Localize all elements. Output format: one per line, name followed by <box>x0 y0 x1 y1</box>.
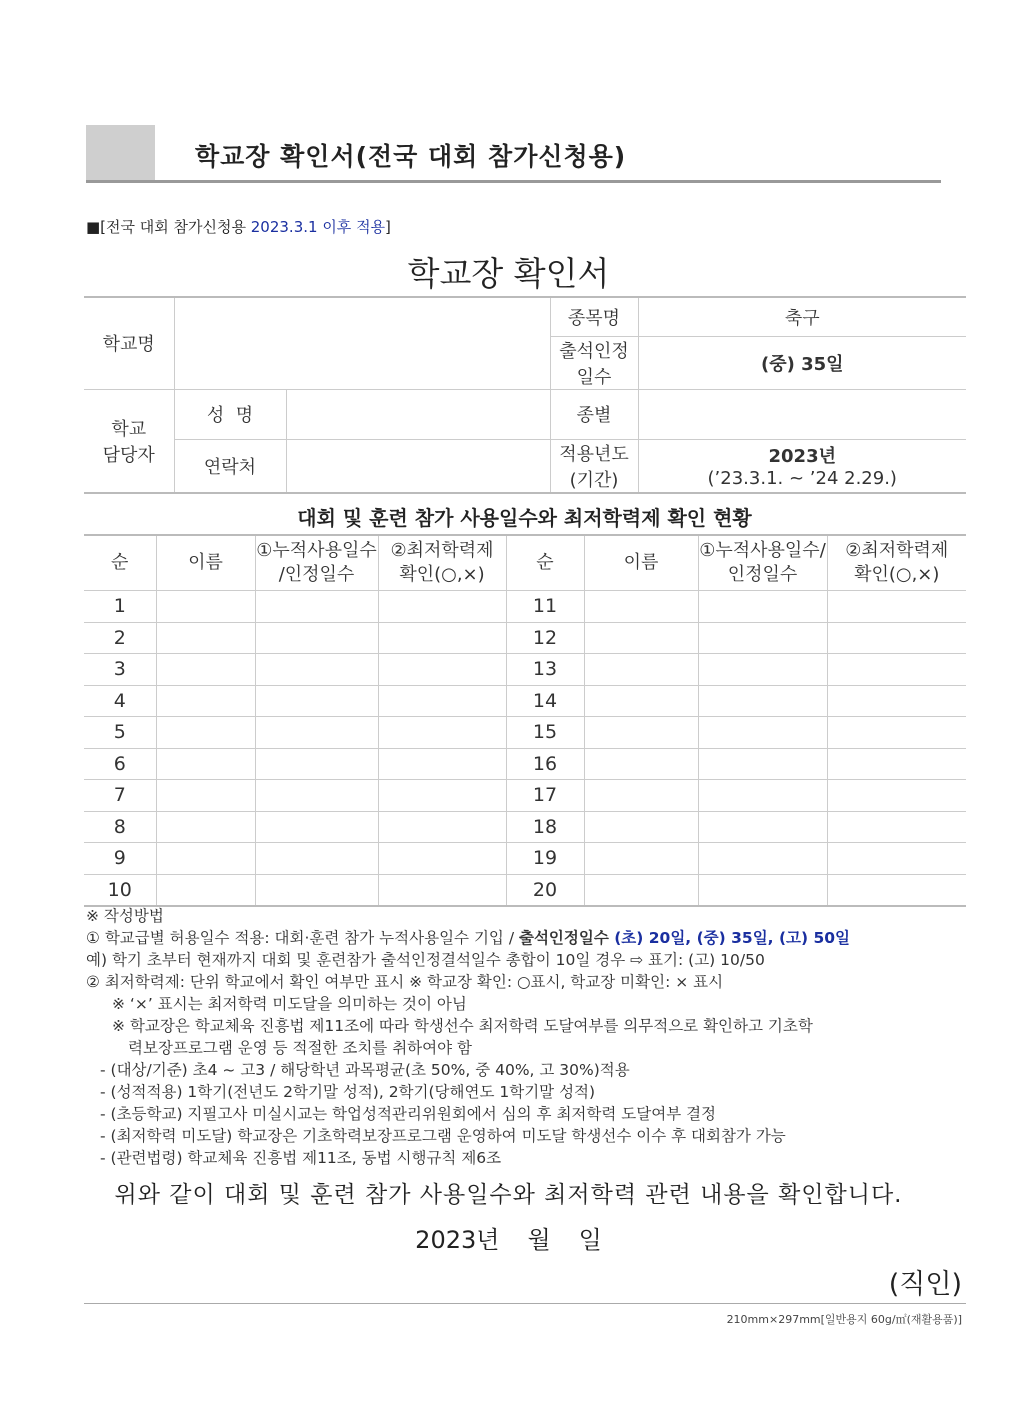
row-name-cell[interactable] <box>584 780 698 812</box>
instruction-2-law: ※ 학교장은 학교체육 진흥법 제11조에 따라 학생선수 최저학력 도달여부를 의무적으로 확인하고 기초학 <box>112 1017 813 1035</box>
col-header-days-right-line1: ①누적사용일수/ <box>699 539 826 561</box>
instruction-2-note: ※ ‘×’ 표시는 최저학력 미도달을 의미하는 것이 아님 <box>112 995 467 1013</box>
row-days-cell[interactable] <box>255 748 378 780</box>
date-year: 2023년 <box>415 1226 500 1254</box>
event-value: 축구 <box>638 297 966 336</box>
apply-note-date: 2023.3.1 이후 적용 <box>250 218 386 236</box>
apply-note-prefix: ■[전국 대회 참가신청용 <box>86 218 251 236</box>
col-header-check-right <box>827 535 966 591</box>
row-number: 5 <box>84 717 156 749</box>
row-name-cell[interactable] <box>156 843 255 875</box>
attendance-label-line2: 일수 <box>576 366 612 388</box>
manager-contact-field[interactable] <box>286 439 550 493</box>
row-number: 2 <box>84 622 156 654</box>
row-number: 7 <box>84 780 156 812</box>
row-number: 18 <box>506 811 584 843</box>
instruction-law: - (관련법령) 학교체육 진흥법 제11조, 동법 시행규칙 제6조 <box>100 1149 502 1167</box>
row-name-cell[interactable] <box>156 622 255 654</box>
row-number: 14 <box>506 685 584 717</box>
table-row <box>84 591 966 623</box>
apply-note-suffix: ] <box>385 218 391 236</box>
row-check-cell[interactable] <box>378 811 506 843</box>
row-name-cell[interactable] <box>584 748 698 780</box>
col-header-check <box>378 535 506 591</box>
row-number: 10 <box>84 874 156 906</box>
col-header-check-line2: 확인(○,×) <box>399 564 485 585</box>
row-days-cell[interactable] <box>698 874 827 906</box>
year-label-line2: (기간) <box>569 469 619 491</box>
row-days-cell[interactable] <box>698 591 827 623</box>
col-header-days-right <box>698 535 827 591</box>
row-check-cell[interactable] <box>827 622 966 654</box>
row-check-cell[interactable] <box>378 748 506 780</box>
col-header-days-line1: ①누적사용일수 <box>256 539 377 561</box>
row-days-cell[interactable] <box>698 843 827 875</box>
instruction-2: ② 최저학력제: 단위 학교에서 확인 여부만 표시 ※ 학교장 확인: ○표시, 학교장 미확인: × 표시 <box>86 973 724 991</box>
row-check-cell[interactable] <box>827 780 966 812</box>
row-name-cell[interactable] <box>584 654 698 686</box>
row-name-cell[interactable] <box>156 591 255 623</box>
row-number: 20 <box>506 874 584 906</box>
row-check-cell[interactable] <box>378 685 506 717</box>
instruction-1-label: 출석인정일수 <box>518 929 615 947</box>
instruction-not-reached: - (최저학력 미도달) 학교장은 기초학력보장프로그램 운영하여 미도달 학생선수 이수 후 대회참가 가능 <box>100 1127 786 1145</box>
row-number: 9 <box>84 843 156 875</box>
row-name-cell[interactable] <box>156 748 255 780</box>
instruction-target: - (대상/기준) 초4 ~ 고3 / 해당학년 과목평균(초 50%, 중 40%, 고 30%)적용 <box>100 1061 630 1079</box>
instruction-elementary: - (초등학교) 지필고사 미실시교는 학업성적관리위원회에서 심의 후 최저학력 도달여부 결정 <box>100 1105 717 1123</box>
row-check-cell[interactable] <box>827 591 966 623</box>
table-row <box>84 685 966 717</box>
row-days-cell[interactable] <box>255 843 378 875</box>
row-number: 12 <box>506 622 584 654</box>
row-check-cell[interactable] <box>827 654 966 686</box>
attendance-value: (중) 35일 <box>638 336 966 389</box>
row-number: 8 <box>84 811 156 843</box>
manager-label <box>84 389 174 493</box>
row-check-cell[interactable] <box>827 843 966 875</box>
instruction-1 <box>86 927 976 949</box>
year-value-year: 2023년 <box>768 446 836 468</box>
table-row <box>84 843 966 875</box>
row-check-cell[interactable] <box>378 622 506 654</box>
table-row <box>84 874 966 906</box>
attendance-label-line1: 출석인정 <box>559 340 629 362</box>
row-days-cell[interactable] <box>698 622 827 654</box>
row-number: 16 <box>506 748 584 780</box>
apply-note <box>86 216 391 237</box>
table-row <box>84 811 966 843</box>
col-header-name-right: 이름 <box>584 535 698 591</box>
row-number: 4 <box>84 685 156 717</box>
row-number: 19 <box>506 843 584 875</box>
row-name-cell[interactable] <box>156 717 255 749</box>
confirmation-text: 위와 같이 대회 및 훈련 참가 사용일수와 최저학력 관련 내용을 확인합니다. <box>114 1182 903 1208</box>
manager-name-label: 성 명 <box>174 389 286 439</box>
section-title: 대회 및 훈련 참가 사용일수와 최저학력제 확인 현황 <box>297 506 752 530</box>
row-name-cell[interactable] <box>156 874 255 906</box>
row-number: 13 <box>506 654 584 686</box>
header-title: 학교장 확인서(전국 대회 참가신청용) <box>195 142 627 171</box>
row-check-cell[interactable] <box>378 654 506 686</box>
instruction-grades: - (성적적용) 1학기(전년도 2학기말 성적), 2학기(당해연도 1학기말 성적) <box>100 1083 596 1101</box>
instruction-1-text: ① 학교급별 허용일수 적용: 대회·훈련 참가 누적사용일수 기입 / <box>86 929 519 947</box>
row-check-cell[interactable] <box>378 874 506 906</box>
table-row <box>84 780 966 812</box>
row-days-cell[interactable] <box>255 717 378 749</box>
table-row <box>84 622 966 654</box>
event-label: 종목명 <box>550 297 638 336</box>
year-value-period: (’23.3.1. ~ ’24 2.29.) <box>707 468 897 490</box>
year-label <box>550 439 638 493</box>
instruction-2-law-cont: 력보장프로그램 운영 등 적절한 조치를 취하여야 함 <box>128 1039 472 1057</box>
row-name-cell[interactable] <box>584 622 698 654</box>
manager-contact-label: 연락처 <box>174 439 286 493</box>
manager-label-line2: 담당자 <box>102 444 155 466</box>
row-days-cell[interactable] <box>255 685 378 717</box>
row-number: 15 <box>506 717 584 749</box>
row-days-cell[interactable] <box>698 780 827 812</box>
row-name-cell[interactable] <box>156 780 255 812</box>
info-table <box>84 296 966 494</box>
instruction-1-values: (초) 20일, (중) 35일, (고) 50일 <box>614 929 851 947</box>
row-check-cell[interactable] <box>827 874 966 906</box>
table-row <box>84 654 966 686</box>
row-name-cell[interactable] <box>156 811 255 843</box>
col-header-check-line1: ②최저학력제 <box>390 539 494 561</box>
col-header-check-right-line2: 확인(○,×) <box>854 564 940 585</box>
bottom-rule <box>84 1303 966 1304</box>
row-number: 6 <box>84 748 156 780</box>
row-days-cell[interactable] <box>698 717 827 749</box>
col-header-days-right-line2: 인정일수 <box>727 564 798 585</box>
manager-name-field[interactable] <box>286 389 550 439</box>
category-label: 종별 <box>550 389 638 439</box>
row-check-cell[interactable] <box>378 780 506 812</box>
school-name-field[interactable] <box>174 297 550 389</box>
row-days-cell[interactable] <box>698 811 827 843</box>
manager-label-line1: 학교 <box>111 418 147 440</box>
table-row <box>84 748 966 780</box>
instructions-title: ※ 작성방법 <box>86 907 164 925</box>
row-check-cell[interactable] <box>378 717 506 749</box>
row-days-cell[interactable] <box>255 874 378 906</box>
year-label-line1: 적용년도 <box>559 443 629 465</box>
date-month: 월 <box>527 1226 551 1254</box>
document-title: 학교장 확인서 <box>407 254 610 293</box>
row-number: 17 <box>506 780 584 812</box>
row-name-cell[interactable] <box>584 811 698 843</box>
participation-table <box>84 534 966 907</box>
col-header-name: 이름 <box>156 535 255 591</box>
row-check-cell[interactable] <box>827 685 966 717</box>
row-days-cell[interactable] <box>255 622 378 654</box>
row-name-cell[interactable] <box>584 874 698 906</box>
row-days-cell[interactable] <box>255 811 378 843</box>
year-value <box>638 439 966 493</box>
row-check-cell[interactable] <box>827 748 966 780</box>
row-check-cell[interactable] <box>827 717 966 749</box>
category-field[interactable] <box>638 389 966 439</box>
col-header-no: 순 <box>84 535 156 591</box>
row-name-cell[interactable] <box>156 654 255 686</box>
attendance-label <box>550 336 638 389</box>
col-header-check-right-line1: ②최저학력제 <box>845 539 949 561</box>
row-days-cell[interactable] <box>698 685 827 717</box>
row-name-cell[interactable] <box>584 685 698 717</box>
row-days-cell[interactable] <box>255 780 378 812</box>
row-number: 3 <box>84 654 156 686</box>
row-name-cell[interactable] <box>156 685 255 717</box>
row-name-cell[interactable] <box>584 843 698 875</box>
col-header-no-right: 순 <box>506 535 584 591</box>
row-number: 11 <box>506 591 584 623</box>
date-day: 일 <box>578 1226 602 1254</box>
date-line <box>0 1220 1017 1255</box>
row-days-cell[interactable] <box>255 591 378 623</box>
row-check-cell[interactable] <box>378 591 506 623</box>
header-gray-box <box>86 125 155 180</box>
header-rule <box>86 180 941 183</box>
row-name-cell[interactable] <box>584 717 698 749</box>
row-name-cell[interactable] <box>584 591 698 623</box>
table-row <box>84 717 966 749</box>
row-days-cell[interactable] <box>698 654 827 686</box>
row-days-cell[interactable] <box>698 748 827 780</box>
paper-spec-footer: 210mm×297mm[일반용지 60g/㎡(재활용품)] <box>726 1313 962 1326</box>
row-check-cell[interactable] <box>378 843 506 875</box>
col-header-days <box>255 535 378 591</box>
instruction-1-example: 예) 학기 초부터 현재까지 대회 및 훈련참가 출석인정결석일수 총합이 10일 경우 ⇨ 표기: (고) 10/50 <box>86 951 765 969</box>
school-name-label: 학교명 <box>84 297 174 389</box>
row-days-cell[interactable] <box>255 654 378 686</box>
row-check-cell[interactable] <box>827 811 966 843</box>
col-header-days-line2: /인정일수 <box>278 564 355 585</box>
writing-instructions <box>86 905 976 1169</box>
row-number: 1 <box>84 591 156 623</box>
participation-table-body <box>84 591 966 907</box>
official-seal-label: (직인) <box>888 1269 962 1300</box>
